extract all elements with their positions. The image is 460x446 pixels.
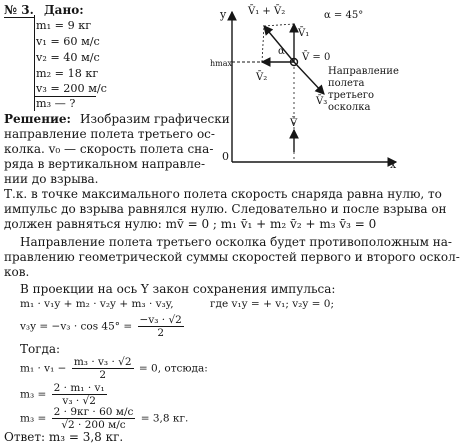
togda-label: Тогда: (20, 342, 61, 356)
v1-label: V̄₁ (298, 28, 310, 39)
solution-line: нии до взрыва. (4, 172, 99, 186)
t1-right: = 0, отсюда: (138, 362, 208, 375)
v3y-fraction (138, 314, 184, 339)
given-vertical-rule (34, 15, 35, 111)
paragraph-1-line: Т.к. в точке максимального полета скорость снаряда равна нулю, то (4, 187, 442, 201)
paragraph-2-line: правлению геометрической суммы скоростей первого и второго оскол- (4, 250, 460, 264)
calc-right: = 3,8 кг. (140, 412, 189, 425)
v2-label: V̄₂ (256, 72, 268, 83)
axis-x-label: x (390, 158, 397, 171)
projection-where: где v₁y = + v₁; v₂y = 0; (210, 298, 334, 310)
equation-calc (20, 406, 188, 431)
direction-note: осколка (328, 102, 371, 113)
alpha-label: α (278, 46, 285, 57)
t1-fraction (72, 356, 134, 381)
given-label: Дано: (44, 3, 84, 17)
velocity-diagram (208, 2, 402, 170)
direction-note: третьего (328, 90, 375, 101)
paragraph-1-line: импульс до взрыва равнялся нулю. Следовательно и после взрыва он (4, 202, 447, 216)
v-bottom-label: V̄ (290, 118, 298, 129)
solution-line: колка. v₀ — скорость полета сна- (4, 142, 214, 156)
solution-line: направление полета третьего ос- (4, 127, 215, 141)
v3-vector (294, 62, 324, 94)
problem-number-underline (4, 17, 34, 18)
direction-note: полета (328, 78, 365, 89)
v3y-left: v₃y = −v₃ · cos 45° = (20, 320, 133, 333)
unknown-quantity: m₃ — ? (36, 97, 76, 110)
equation-t1 (20, 356, 208, 381)
v3y-denominator: 2 (157, 327, 165, 339)
given-item: v₃ = 200 м/с (36, 82, 107, 95)
v-zero-label: V̄ = 0 (302, 52, 331, 63)
v-sum-label: V̄₁ + V̄₂ (248, 6, 286, 17)
paragraph-2-line: ков. (4, 265, 30, 279)
v3-label: V̄₃ (316, 96, 328, 107)
momentum-equation: m₁ · v₁y + m₂ · v₂y + m₃ · v₃y, (20, 298, 174, 310)
projection-title: В проекции на ось Y закон сохранения импульса: (20, 282, 336, 296)
paragraph-2-line: Направление полета третьего осколка будет противоположным на- (20, 235, 452, 249)
given-item: m₂ = 18 кг (36, 67, 99, 80)
calc-denominator: √2 · 200 м/с (61, 419, 126, 431)
given-item: v₂ = 40 м/с (36, 51, 100, 64)
axis-y-label: y (220, 8, 227, 21)
t1-denominator: 2 (99, 369, 107, 381)
direction-note: Направление (328, 66, 399, 77)
angle-value-label: α = 45° (324, 10, 364, 21)
m3-left: m₃ = (20, 388, 47, 401)
answer: Ответ: m₃ = 3,8 кг. (4, 430, 124, 444)
m3-fraction (52, 382, 107, 407)
v3y-numerator: −v₃ · √2 (139, 314, 182, 326)
t1-numerator: m₃ · v₃ · √2 (73, 356, 132, 368)
calc-fraction (52, 406, 136, 431)
m3-numerator: 2 · m₁ · v₁ (53, 382, 105, 394)
m3-denominator: v₃ · √2 (62, 395, 96, 407)
origin-label: 0 (222, 150, 229, 163)
solution-label: Решение: (4, 112, 71, 126)
calc-left: m₃ = (20, 412, 47, 425)
parallelogram-edge (264, 24, 294, 26)
solution-line: Изобразим графически (80, 112, 230, 126)
solution-line: ряда в вертикальном направле- (4, 157, 206, 171)
calc-numerator: 2 · 9кг · 60 м/с (53, 406, 134, 418)
v3y-equation (20, 314, 186, 339)
hmax-label: hmax (210, 59, 233, 68)
given-item: m₁ = 9 кг (36, 19, 92, 32)
t1-left: m₁ · v₁ − (20, 362, 67, 375)
given-item: v₁ = 60 м/с (36, 35, 100, 48)
paragraph-1-line: должен равняться нулю: mv̄ = 0 ; m₁ v̄₁ + m₂ v̄₂ + m₃ v̄₃ = 0 (4, 217, 377, 231)
parallelogram-edge (262, 26, 264, 62)
problem-number: № 3. (4, 3, 34, 17)
equation-m3 (20, 382, 109, 407)
